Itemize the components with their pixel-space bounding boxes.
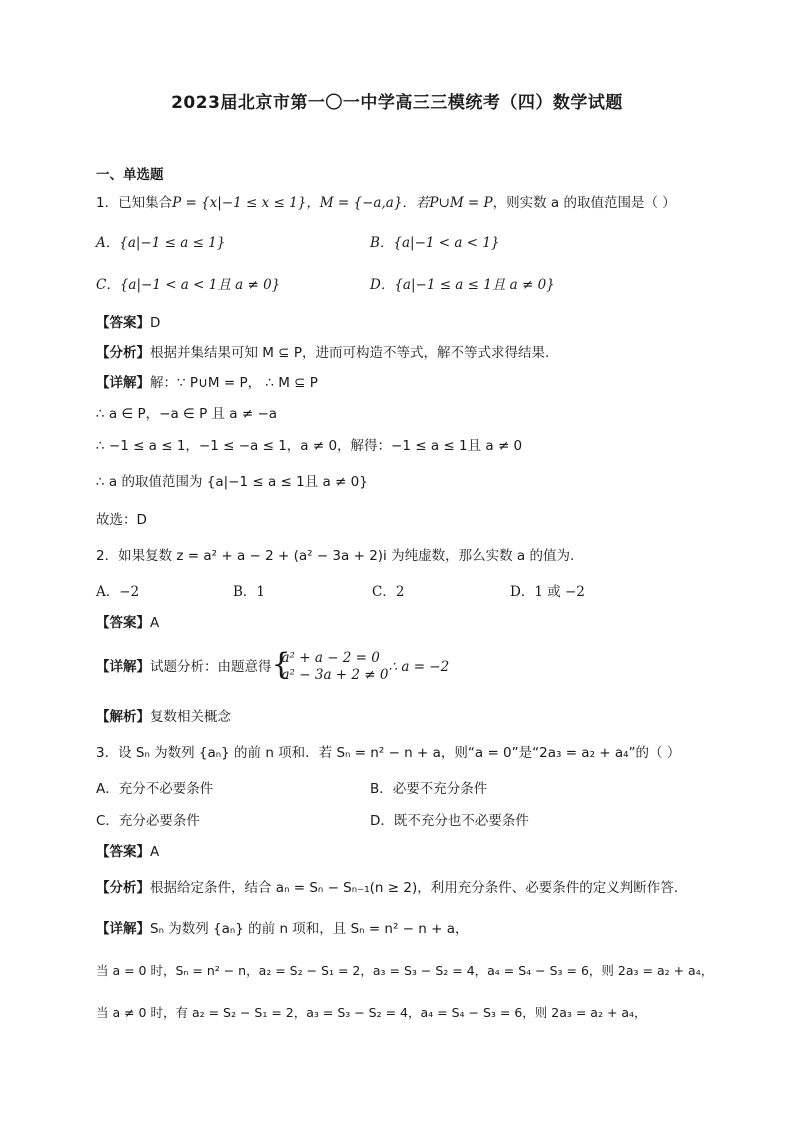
section-heading: 一、单选题 bbox=[96, 167, 164, 183]
q1-answer: 【答案】D bbox=[96, 315, 161, 331]
q1-analysis: 【分析】根据并集结果可知 M ⊆ P，进而可构造不等式，解不等式求得结果. bbox=[96, 345, 550, 361]
q2-option-c: C．2 bbox=[372, 584, 405, 600]
q2-option-a: A．−2 bbox=[96, 584, 140, 600]
q1-conclusion: 故选：D bbox=[96, 512, 147, 528]
q1-option-b: B．{a|−1 < a < 1} bbox=[370, 235, 500, 251]
q3-option-b: B．必要不充分条件 bbox=[370, 781, 488, 797]
q1-detail-2: ∴ a ∈ P，−a ∈ P 且 a ≠ −a bbox=[96, 406, 278, 422]
brace-glyph: { bbox=[271, 647, 291, 682]
q1-detail: 【详解】解：∵ P∪M = P， ∴ M ⊆ P bbox=[96, 375, 318, 391]
q1-detail-3: ∴ −1 ≤ a ≤ 1，−1 ≤ −a ≤ 1，a ≠ 0，解得：−1 ≤ a ≤ 1且 a ≠ 0 bbox=[96, 438, 523, 454]
q3-case-a-zero: 当 a = 0 时，Sₙ = n² − n，a₂ = S₂ − S₁ = 2，a₃ = S₃ − S₂ = 4，a₄ = S₄ − S₃ = 6，则 2a₃ = a₂ + a₄， bbox=[96, 963, 714, 978]
page-title: 2023届北京市第一〇一中学高三三模统考（四）数学试题 bbox=[171, 93, 623, 113]
q3-answer: 【答案】A bbox=[96, 844, 160, 860]
q2-option-b: B．1 bbox=[233, 584, 266, 600]
q1-option-d: D．{a|−1 ≤ a ≤ 1且 a ≠ 0} bbox=[370, 277, 555, 293]
q2-stem: 2．如果复数 z = a² + a − 2 + (a² − 3a + 2)i 为纯虚数，那么实数 a 的值为. bbox=[96, 548, 575, 564]
q2-answer: 【答案】A bbox=[96, 615, 160, 631]
q3-option-c: C．充分必要条件 bbox=[96, 813, 200, 829]
q3-stem: 3．设 Sₙ 为数列 {aₙ} 的前 n 项和．若 Sₙ = n² − n + a，则“a = 0”是“2a₃ = a₂ + a₄”的（ ） bbox=[96, 745, 681, 761]
q2-detail: 【详解】试题分析：由题意得 { a² + a − 2 = 0 a² − 3a + 2 ≠ 0 ∴ a = −2 bbox=[96, 647, 450, 683]
q3-analysis: 【分析】根据给定条件，结合 aₙ = Sₙ − Sₙ₋₁(n ≥ 2)，利用充分条件、必要条件的定义判断作答. bbox=[96, 880, 679, 896]
q1-option-c: C．{a|−1 < a < 1且 a ≠ 0} bbox=[96, 277, 281, 293]
q3-option-a: A．充分不必要条件 bbox=[96, 781, 214, 797]
q1-option-a: A．{a|−1 ≤ a ≤ 1} bbox=[96, 235, 226, 251]
q3-case-a-nonzero: 当 a ≠ 0 时，有 a₂ = S₂ − S₁ = 2，a₃ = S₃ − S₂ = 4，a₄ = S₄ − S₃ = 6，则 2a₃ = a₂ + a₄， bbox=[96, 1005, 647, 1020]
q2-option-d: D．1 或 −2 bbox=[510, 584, 585, 600]
q1-stem: 1．已知集合P = {x|−1 ≤ x ≤ 1}，M = {−a,a}．若P∪M = P，则实数 a 的取值范围是（ ） bbox=[96, 195, 676, 211]
equation-system: { a² + a − 2 = 0 a² − 3a + 2 ≠ 0 bbox=[271, 647, 389, 683]
q3-option-d: D．既不充分也不必要条件 bbox=[370, 813, 529, 829]
q1-detail-4: ∴ a 的取值范围为 {a|−1 ≤ a ≤ 1且 a ≠ 0} bbox=[96, 474, 368, 490]
q3-detail: 【详解】Sₙ 为数列 {aₙ} 的前 n 项和，且 Sₙ = n² − n + a， bbox=[96, 921, 469, 937]
q2-explain: 【解析】复数相关概念 bbox=[96, 709, 231, 725]
